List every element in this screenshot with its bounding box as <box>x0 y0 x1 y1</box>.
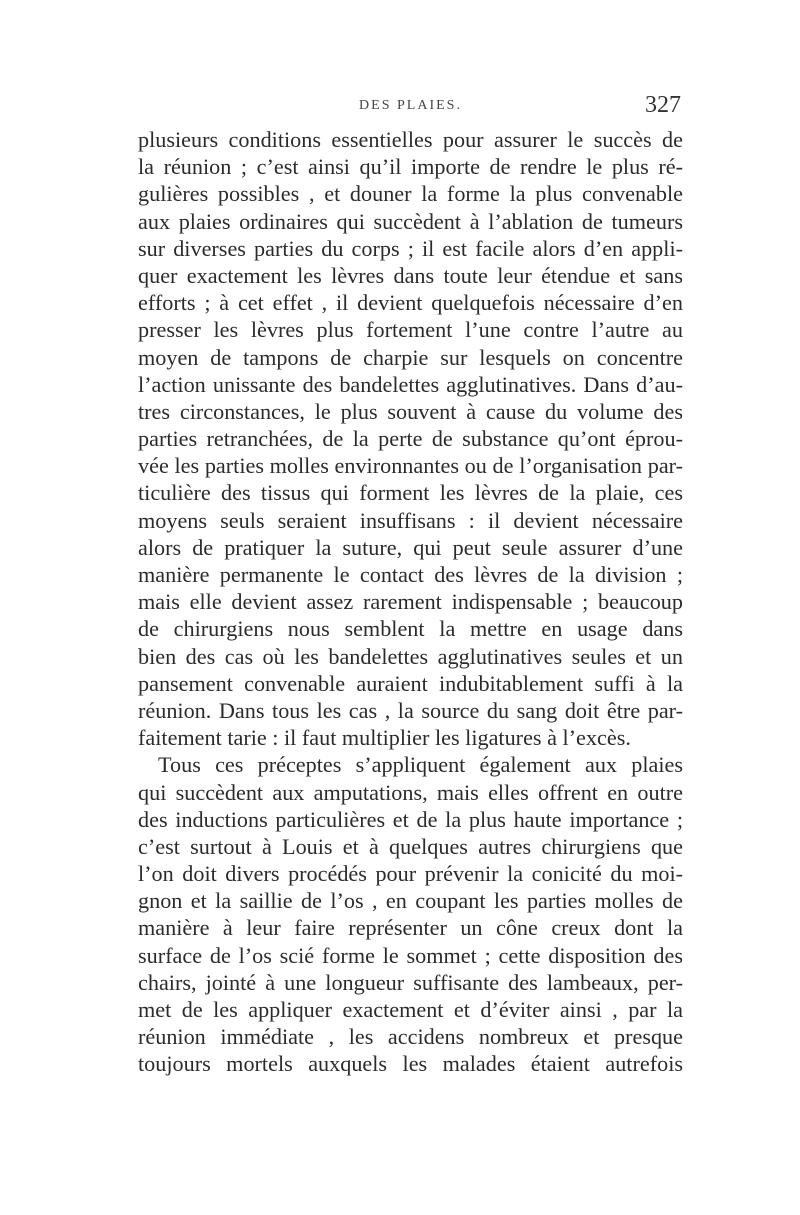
text-line: Tous ces préceptes s’appliquent également aux plaies <box>158 752 683 778</box>
text-line: bien des cas où les bandelettes agglutinatives seules et un <box>138 643 683 669</box>
page-number: 327 <box>645 92 681 118</box>
text-line: ticulière des tissus qui forment les lèvres de la plaie, ces <box>138 480 683 506</box>
text-line: met de les appliquer exactement et d’éviter ainsi , par la <box>138 997 683 1022</box>
body-text <box>138 126 683 1078</box>
text-line: réunion. Dans tous les cas , la source du sang doit être par- <box>138 697 683 723</box>
text-line: la réunion ; c’est ainsi qu’il importe de rendre le plus ré- <box>138 154 683 180</box>
text-line: presser les lèvres plus fortement l’une contre l’autre au <box>138 317 683 343</box>
text-line: réunion immédiate , les accidens nombreux et presque <box>138 1024 683 1050</box>
text-line: parties retranchées, de la perte de substance qu’ont éprou- <box>138 426 683 452</box>
text-line: toujours mortels auxquels les malades étaient autrefois <box>138 1051 683 1077</box>
text-line: des inductions particulières et de la plus haute importance ; <box>138 806 683 832</box>
text-line: manière à leur faire représenter un cône creux dont la <box>138 915 683 941</box>
text-line: sur diverses parties du corps ; il est facile alors d’en appli- <box>138 235 683 261</box>
running-title: DES PLAIES. <box>359 98 462 113</box>
text-line: c’est surtout à Louis et à quelques autres chirurgiens que <box>138 833 683 859</box>
text-line: l’on doit divers procédés pour prévenir la conicité du moi- <box>138 861 683 887</box>
text-line: qui succèdent aux amputations, mais elles offrent en outre <box>138 779 683 805</box>
text-line: aux plaies ordinaires qui succèdent à l’ablation de tumeurs <box>138 208 683 234</box>
text-line: l’action unissante des bandelettes agglutinatives. Dans d’au- <box>138 371 683 397</box>
text-line: tres circonstances, le plus souvent à cause du volume des <box>138 398 683 424</box>
text-line: pansement convenable auraient indubitablement suffi à la <box>138 670 683 696</box>
page-header <box>138 86 683 126</box>
text-line: moyen de tampons de charpie sur lesquels on concentre <box>138 344 683 370</box>
text-line: de chirurgiens nous semblent la mettre en usage dans <box>138 616 683 642</box>
text-line: quer exactement les lèvres dans toute leur étendue et sans <box>138 262 683 288</box>
text-line: mais elle devient assez rarement indispensable ; beaucoup <box>138 589 683 615</box>
text-line: surface de l’os scié forme le sommet ; cette disposition des <box>138 942 683 968</box>
text-line: alors de pratiquer la suture, qui peut seule assurer d’une <box>138 534 683 560</box>
text-line: efforts ; à cet effet , il devient quelquefois nécessaire d’en <box>138 290 683 316</box>
text-line: gulières possibles , et douner la forme la plus convenable <box>138 181 683 207</box>
text-line: plusieurs conditions essentielles pour assurer le succès de <box>138 127 683 152</box>
text-line: chairs, jointé à une longueur suffisante des lambeaux, per- <box>138 969 683 995</box>
text-line: gnon et la saillie de l’os , en coupant les parties molles de <box>138 888 683 914</box>
text-line: faitement tarie : il faut multiplier les ligatures à l’excès. <box>138 725 631 751</box>
text-line: manière permanente le contact des lèvres de la division ; <box>138 562 683 587</box>
text-line: moyens seuls seraient insuffisans : il devient nécessaire <box>138 507 683 533</box>
text-line: vée les parties molles environnantes ou de l’organisation par- <box>138 453 683 479</box>
